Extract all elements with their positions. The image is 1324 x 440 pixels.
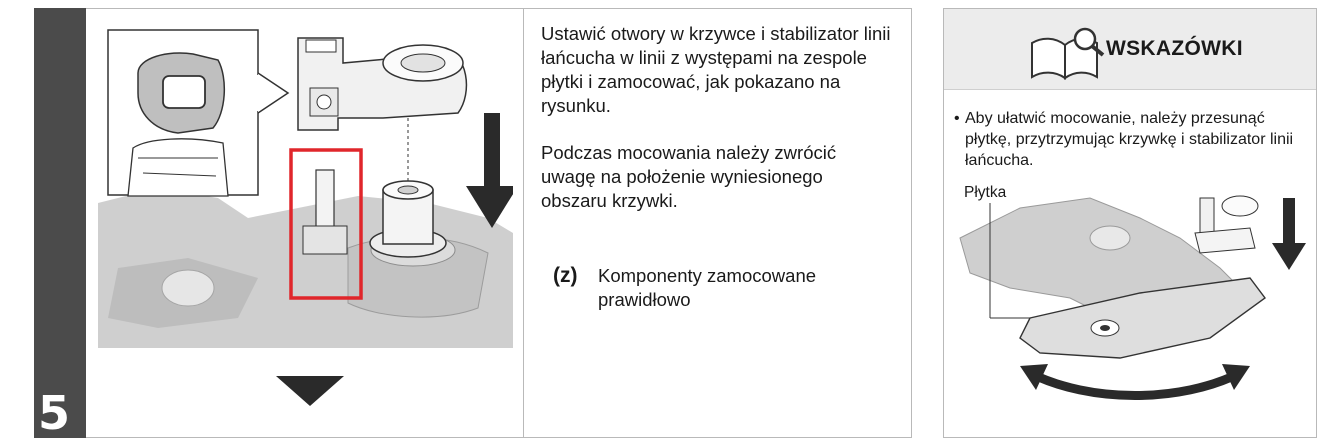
tip-text: Aby ułatwić mocowanie, należy przesunąć płytkę, przytrzymując krzywkę i stabilizator linii łańcucha. bbox=[965, 110, 1294, 169]
tips-header bbox=[944, 9, 1316, 90]
plate-label: Płytka bbox=[964, 184, 1007, 201]
assembly-illustration bbox=[98, 18, 513, 348]
next-step-arrow bbox=[276, 376, 344, 406]
book-magnifier-icon bbox=[1027, 23, 1107, 83]
instruction-paragraph-2: Podczas mocowania należy zwrócić uwagę na położenie wyniesionego obszaru krzywki. bbox=[541, 142, 837, 211]
instruction-paragraph-1: Ustawić otwory w krzywce i stabilizator linii łańcucha w linii z występami na zespole płytki i zamocować, jak pokazano na rysunku. bbox=[541, 23, 891, 116]
tips-illustration bbox=[950, 178, 1315, 430]
column-divider bbox=[523, 8, 524, 438]
tips-title: WSKAZÓWKI bbox=[1106, 37, 1243, 60]
tip-bullet: • bbox=[954, 110, 960, 127]
note-text: Komponenty zamocowane prawidłowo bbox=[598, 265, 817, 310]
note-key: (z) bbox=[553, 264, 578, 287]
step-bar bbox=[34, 8, 86, 438]
step-number: 5 bbox=[38, 386, 71, 440]
instructions bbox=[541, 22, 891, 213]
